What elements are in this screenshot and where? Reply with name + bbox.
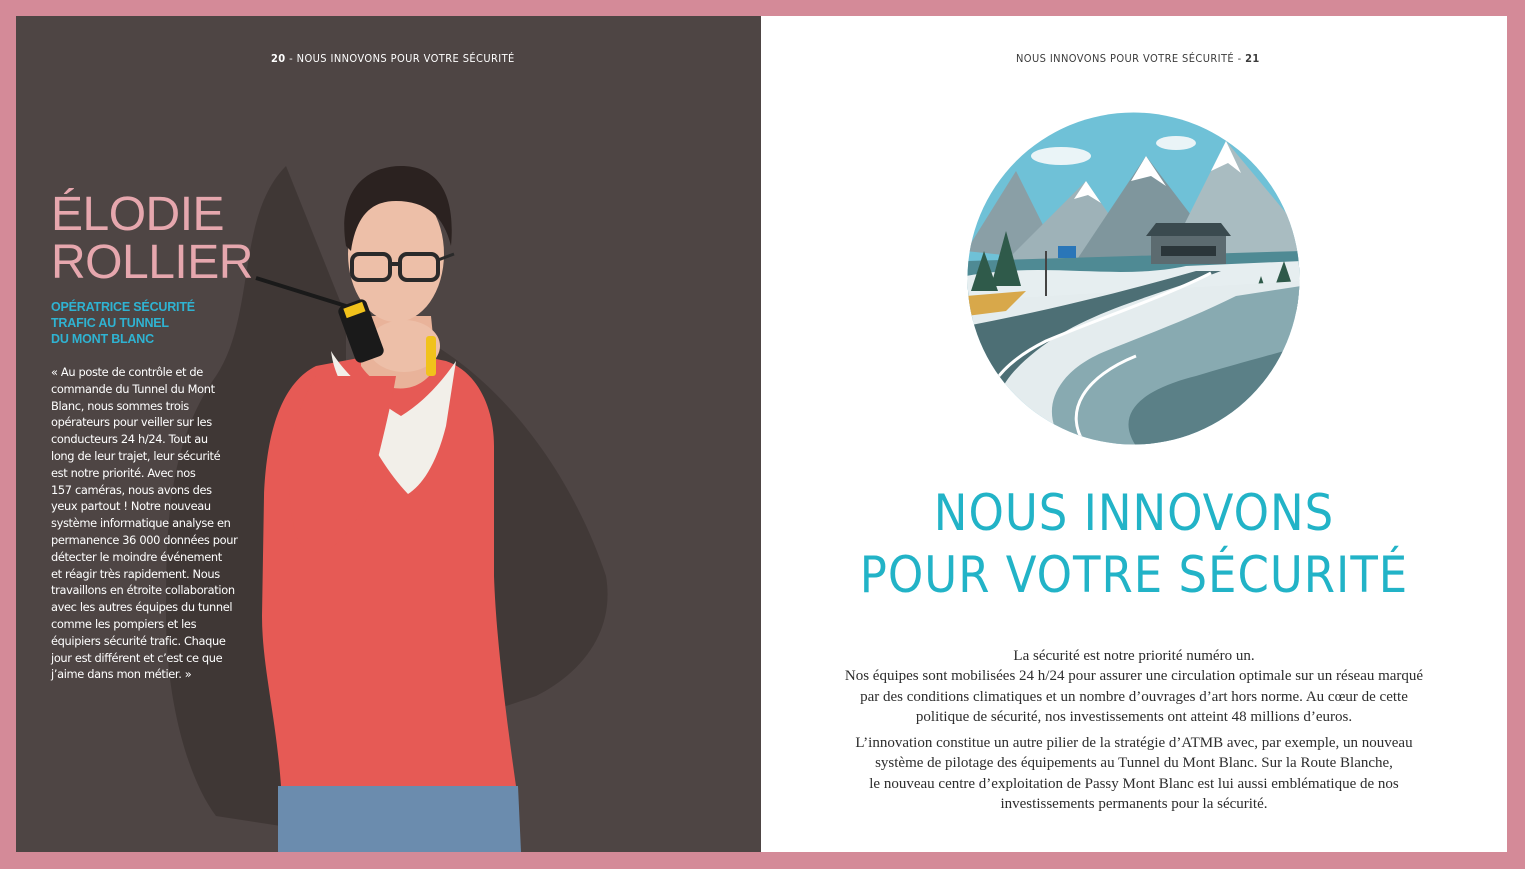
paragraph-line: La sécurité est notre priorité numéro un.: [1013, 648, 1255, 664]
quote-line: avec les autres équipes du tunnel: [51, 600, 233, 615]
person-name: [51, 188, 253, 289]
running-head-right: [1016, 52, 1260, 65]
paragraph-line: le nouveau centre d’exploitation de Passy Mont Blanc est lui aussi emblématique de nos: [869, 775, 1399, 792]
magazine-spread: [16, 16, 1507, 852]
quote-line: 157 caméras, nous avons des: [51, 482, 212, 497]
person-role: [51, 299, 251, 347]
running-head-title: NOUS INNOVONS POUR VOTRE SÉCURITÉ: [1016, 52, 1235, 65]
role-line: TRAFIC AU TUNNEL: [51, 316, 169, 330]
quote-line: conducteurs 24 h/24. Tout au: [51, 432, 208, 447]
role-line: OPÉRATRICE SÉCURITÉ: [51, 300, 195, 314]
paragraph-line: politique de sécurité, nos investissements ont atteint 48 millions d’euros.: [915, 708, 1353, 725]
role-line: DU MONT BLANC: [51, 332, 154, 346]
paragraph-line: L’innovation constitue un autre pilier de la stratégie d’ATMB avec, par exemple, un nouveau: [855, 735, 1413, 751]
running-head-left: [271, 52, 515, 65]
paragraph-line: investissements permanents pour la sécurité.: [1000, 795, 1268, 812]
quote-line: commande du Tunnel du Mont: [51, 381, 215, 396]
running-head-title: NOUS INNOVONS POUR VOTRE SÉCURITÉ: [296, 52, 515, 65]
quote-line: travaillons en étroite collaboration: [51, 583, 235, 598]
paragraph-2: [761, 733, 1507, 814]
quote-line: Blanc, nous sommes trois: [51, 398, 189, 413]
quote-line: système informatique analyse en: [51, 516, 231, 531]
running-head-separator: -: [285, 52, 297, 65]
running-head-separator: -: [1234, 52, 1246, 65]
quote-line: équipiers sécurité trafic. Chaque: [51, 633, 226, 648]
quote-line: long de leur trajet, leur sécurité: [51, 448, 221, 463]
quote-line: yeux partout ! Notre nouveau: [51, 499, 211, 514]
person-first-name: ÉLODIE: [51, 188, 225, 241]
paragraph-line: système de pilotage des équipements au Tunnel du Mont Blanc. Sur la Route Blanche,: [875, 755, 1393, 772]
quote-line: comme les pompiers et les: [51, 616, 197, 631]
quote-line: est notre priorité. Avec nos: [51, 465, 196, 480]
person-last-name: ROLLIER: [51, 236, 253, 289]
paragraph-1: [761, 646, 1507, 727]
testimonial-quote: [51, 364, 247, 683]
left-page: [16, 16, 761, 852]
headline-line-1: NOUS INNOVONS: [933, 484, 1335, 542]
mountain-road-illustration: [966, 111, 1301, 446]
paragraph-line: Nos équipes sont mobilisées 24 h/24 pour assurer une circulation optimale sur un réseau marqué: [844, 668, 1424, 685]
quote-line: jour est différent et c’est ce que: [51, 650, 223, 665]
quote-line: détecter le moindre événement: [51, 549, 222, 564]
paragraph-line: par des conditions climatiques et un nombre d’ouvrages d’art hors norme. Au cœur de cette: [860, 688, 1408, 705]
headline-line-2: POUR VOTRE SÉCURITÉ: [859, 546, 1409, 604]
page-number-left: 20: [271, 52, 286, 65]
right-page: [761, 16, 1507, 852]
quote-line: j’aime dans mon métier. »: [51, 667, 192, 682]
quote-line: permanence 36 000 données pour: [51, 532, 238, 547]
quote-line: « Au poste de contrôle et de: [51, 365, 203, 379]
page-number-right: 21: [1245, 52, 1260, 65]
quote-line: opérateurs pour veiller sur les: [51, 415, 212, 430]
quote-line: et réagir très rapidement. Nous: [51, 566, 220, 581]
